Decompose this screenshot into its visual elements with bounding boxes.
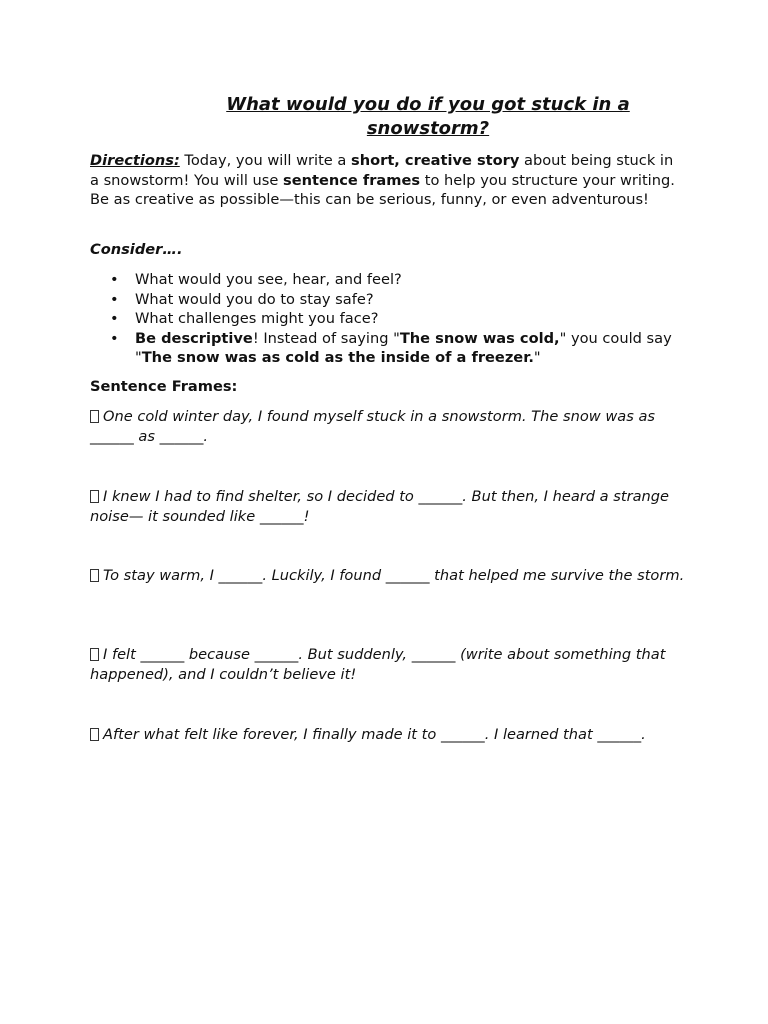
bullet-icon: • <box>110 290 119 308</box>
sentence-frame-text: I felt ______ because ______. But suddenly, ______ (write about something that happened), and I couldn’t believe it! <box>90 646 666 683</box>
descriptive-bold-3: The snow was as cold as the inside of a freezer. <box>141 349 534 367</box>
bullet-icon: • <box>110 271 119 288</box>
missing-glyph-icon <box>90 648 99 661</box>
list-item-text: What would you see, hear, and feel? <box>135 271 402 288</box>
sentence-frame <box>90 566 686 586</box>
directions-paragraph <box>90 151 686 210</box>
sentence-frame-text: I knew I had to find shelter, so I decided to ______. But then, I heard a strange noise— it sounded like ______! <box>90 488 670 525</box>
sentence-frame <box>90 407 686 446</box>
directions-text-1: Today, you will write a <box>179 152 352 169</box>
sentence-frame-text: After what felt like forever, I finally made it to ______. I learned that ______. <box>103 726 646 743</box>
consider-heading: Consider…. <box>90 241 183 258</box>
bullet-icon: • <box>110 329 119 347</box>
sentence-frame <box>90 487 686 526</box>
list-item-text: What challenges might you face? <box>135 310 379 328</box>
directions-text-3: to help you structure your writing. Be as creative as possible—this can be serious, funny, or even adventurous! <box>90 171 675 209</box>
sentence-frame-text: To stay warm, I ______. Luckily, I found ______ that helped me survive the storm. <box>103 567 685 584</box>
list-item <box>90 270 686 290</box>
sentence-frame <box>90 725 686 745</box>
directions-text-2: about being stuck in a snowstorm! You will use <box>90 152 674 189</box>
descriptive-text-2: " you could say " <box>135 329 672 367</box>
sentence-frame-text: One cold winter day, I found myself stuck in a snowstorm. The snow was as ______ as ______. <box>90 408 655 445</box>
directions-bold-1: short, creative story <box>351 152 520 169</box>
missing-glyph-icon <box>90 569 99 582</box>
list-item <box>90 329 686 368</box>
missing-glyph-icon <box>90 728 99 741</box>
sentence-frame <box>90 645 686 684</box>
consider-list <box>90 270 686 368</box>
descriptive-text-3: " <box>533 349 541 367</box>
descriptive-bold-1: Be descriptive <box>135 329 253 347</box>
list-item <box>90 290 686 310</box>
list-item <box>90 309 686 329</box>
descriptive-text-1: ! Instead of saying " <box>252 329 400 347</box>
directions-label: Directions: <box>90 152 180 169</box>
list-item-text: What would you do to stay safe? <box>135 290 374 308</box>
missing-glyph-icon <box>90 410 99 423</box>
descriptive-bold-2: The snow was cold, <box>399 329 560 347</box>
directions-bold-2: sentence frames <box>283 171 421 189</box>
sentence-frames-heading: Sentence Frames: <box>90 378 238 395</box>
bullet-icon: • <box>110 310 119 328</box>
missing-glyph-icon <box>90 490 99 503</box>
page-title: What would you do if you got stuck in a snowstorm? <box>226 94 630 139</box>
